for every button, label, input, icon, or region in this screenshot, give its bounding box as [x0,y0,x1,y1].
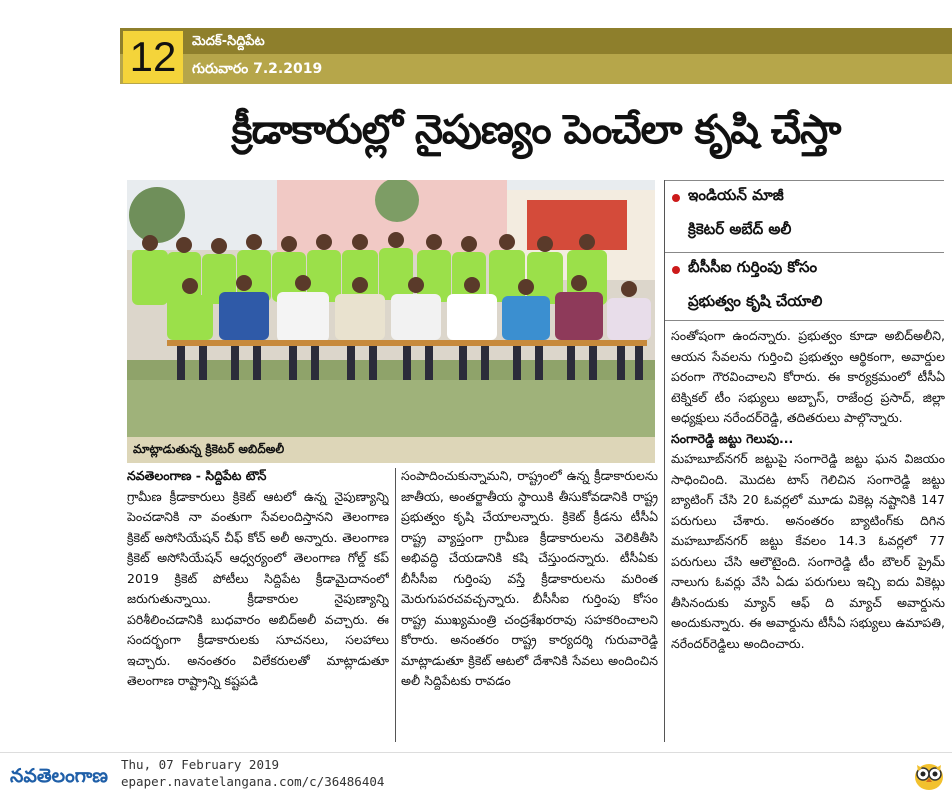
column-divider [395,468,396,742]
article-column-2 [401,466,658,746]
highlights-rule-mid [664,252,944,253]
article-text: మహబూబ్‌నగర్ జట్టుపై సంగారెడ్డి జట్టు ఘన విజయం సాధించింది. మొదట టాస్ గెలిచిన సంగారెడ్డి జట్టు బ్యాటింగ్ చేసి 20 ఓవర్లలో మూడు వికెట్ల నష్టానికి 147 పరుగులు చేశారు. అనంతరం బ్యాటింగ్‌కు దిగిన మహబూబ్‌నగర్ జట్టు కేవలం 14.3 ఓవర్లలో 77 పరుగులు చేసి ఆలౌటైంది. సంగారెడ్డి టీం బౌలర్ ప్రైమ్ నాలుగు ఓవర్లు వేసి ఏడు పరుగులు ఇచ్చి ఐదు వికెట్లు తీసినందుకు మ్యాన్ ఆఫ్ ది మ్యాచ్ అవార్డును అందుకున్నారు. ఈ అవార్డును టీసీఏ సభ్యులు ఉమాపతి, నరేందర్‌రెడ్డిలు అందించారు. [671,451,945,651]
owl-icon [912,759,946,791]
team-photo [127,180,655,437]
highlights-box [664,180,944,320]
team-photo-image [127,180,655,437]
footer-url[interactable]: epaper.navatelangana.com/c/36486404 [121,774,385,789]
bullet-icon [672,194,680,202]
article-text: సంతోషంగా ఉందన్నారు. ప్రభుత్వం కూడా అబిద్‌అలీని, ఆయన సేవలను గుర్తించి ప్రభుత్వం ఆర్థికంగా, అవార్డుల పరంగా గౌరవించాలని కోరారు. ఈ కార్యక్రమంలో టీసీఏ టెక్నికల్ టీం సభ్యులు అబ్బాస్, రాజేంద్ర ప్రసాద్, జిల్లా అధ్యక్షులు నరేందర్‌రెడ్డి, తదితరులు పాల్గొన్నారు. [671,328,945,425]
date-label: గురువారం 7.2.2019 [192,61,323,77]
logo-text: నవతెలంగాణ [10,765,108,787]
highlights-rule-top [664,180,944,181]
bullet-icon [672,266,680,274]
headline: క్రీడాకారుల్లో నైపుణ్యం పెంచేలా కృషి చేస్తా [231,107,841,153]
highlight-item: క్రికెటర్ అబేద్ అలీ [688,220,792,238]
article-text: గ్రామీణ క్రీడాకారులు క్రికెట్ ఆటలో ఉన్న నైపుణ్యాన్ని పెంచడానికి నా వంతుగా సేవలందిస్తానని తెలంగాణ క్రికెట్ అసోసియేషన్ చీఫ్ కోచ్ అలీ అన్నారు. తెలంగాణ క్రికెట్ అసోసియేషన్ ఆధ్వర్యంలో తెలంగాణ గోల్డ్ కప్ 2019 క్రికెట్ పోటీలు సిద్దిపేట క్రీడామైదానంలో జరుగుతున్నాయి. క్రీడాకారుల నైపుణ్యాన్ని పరిశీలించడానికి బుధవారం అబిద్‌అలీ వచ్చారు. ఈ సందర్భంగా క్రీడాకారులకు సూచనలు, సలహాలు ఇచ్చారు. అనంతరం విలేకరులతో మాట్లాడుతూ తెలంగాణ రాష్ట్రాన్ని కష్టపడి [127,488,389,688]
column-divider [664,180,665,742]
navatelangana-logo [8,758,114,790]
article-column-1 [127,466,389,746]
footer [0,752,952,794]
article-column-3 [671,326,945,746]
article-text: సంపాదించుకున్నామని, రాష్ట్రంలో ఉన్న క్రీడాకారులను జాతీయ, అంతర్జాతీయ స్థాయికి తీసుకోవడానికి రాష్ట్ర ప్రభుత్వం కృషి చేయాలన్నారు. క్రికెట్ క్రీడను టీసీఏ రాష్ట్ర వ్యాప్తంగా గ్రామీణ క్రీడాకారులను వెలికితీసి అభివద్ధి చేయడానికి కషి చేస్తుందన్నారు. టీసీఏకు బీసీసీఐ గుర్తింపు వస్తే క్రీడాకారులను మరింత మెరుగుపరచవచ్చన్నారు. బీసీసీఐ గుర్తింపు కోసం రాష్ట్ర ముఖ్యమంత్రి చంద్రశేఖరరావు సహకరించాలని కోరారు. అనంతరం రాష్ట్ర కార్యదర్శి గురువారెడ్డి మాట్లాడుతూ క్రికెట్ ఆటలో దేశానికి సేవలు అందించిన అలీ సిద్దిపేటకు రావడం [401,468,658,688]
photo-caption: మాట్లాడుతున్న క్రికెటర్ అబిద్‌అలీ [127,437,655,463]
page-number: 12 [123,31,183,83]
highlight-item: ఇండియన్ మాజీ [688,186,784,204]
subheading: సంగారెడ్డి జట్టు గెలుపు... [671,430,794,446]
footer-date: Thu, 07 February 2019 [121,757,280,772]
edition-label: మెదక్-సిద్దిపేట [192,34,265,49]
highlight-item: ప్రభుత్వం కృషి చేయాలి [688,292,823,310]
highlights-rule-bottom [664,320,944,321]
highlight-item: బీసీసీఐ గుర్తింపు కోసం [688,258,818,276]
byline: నవతెలంగాణ - సిద్దిపేట టౌన్ [127,468,267,483]
